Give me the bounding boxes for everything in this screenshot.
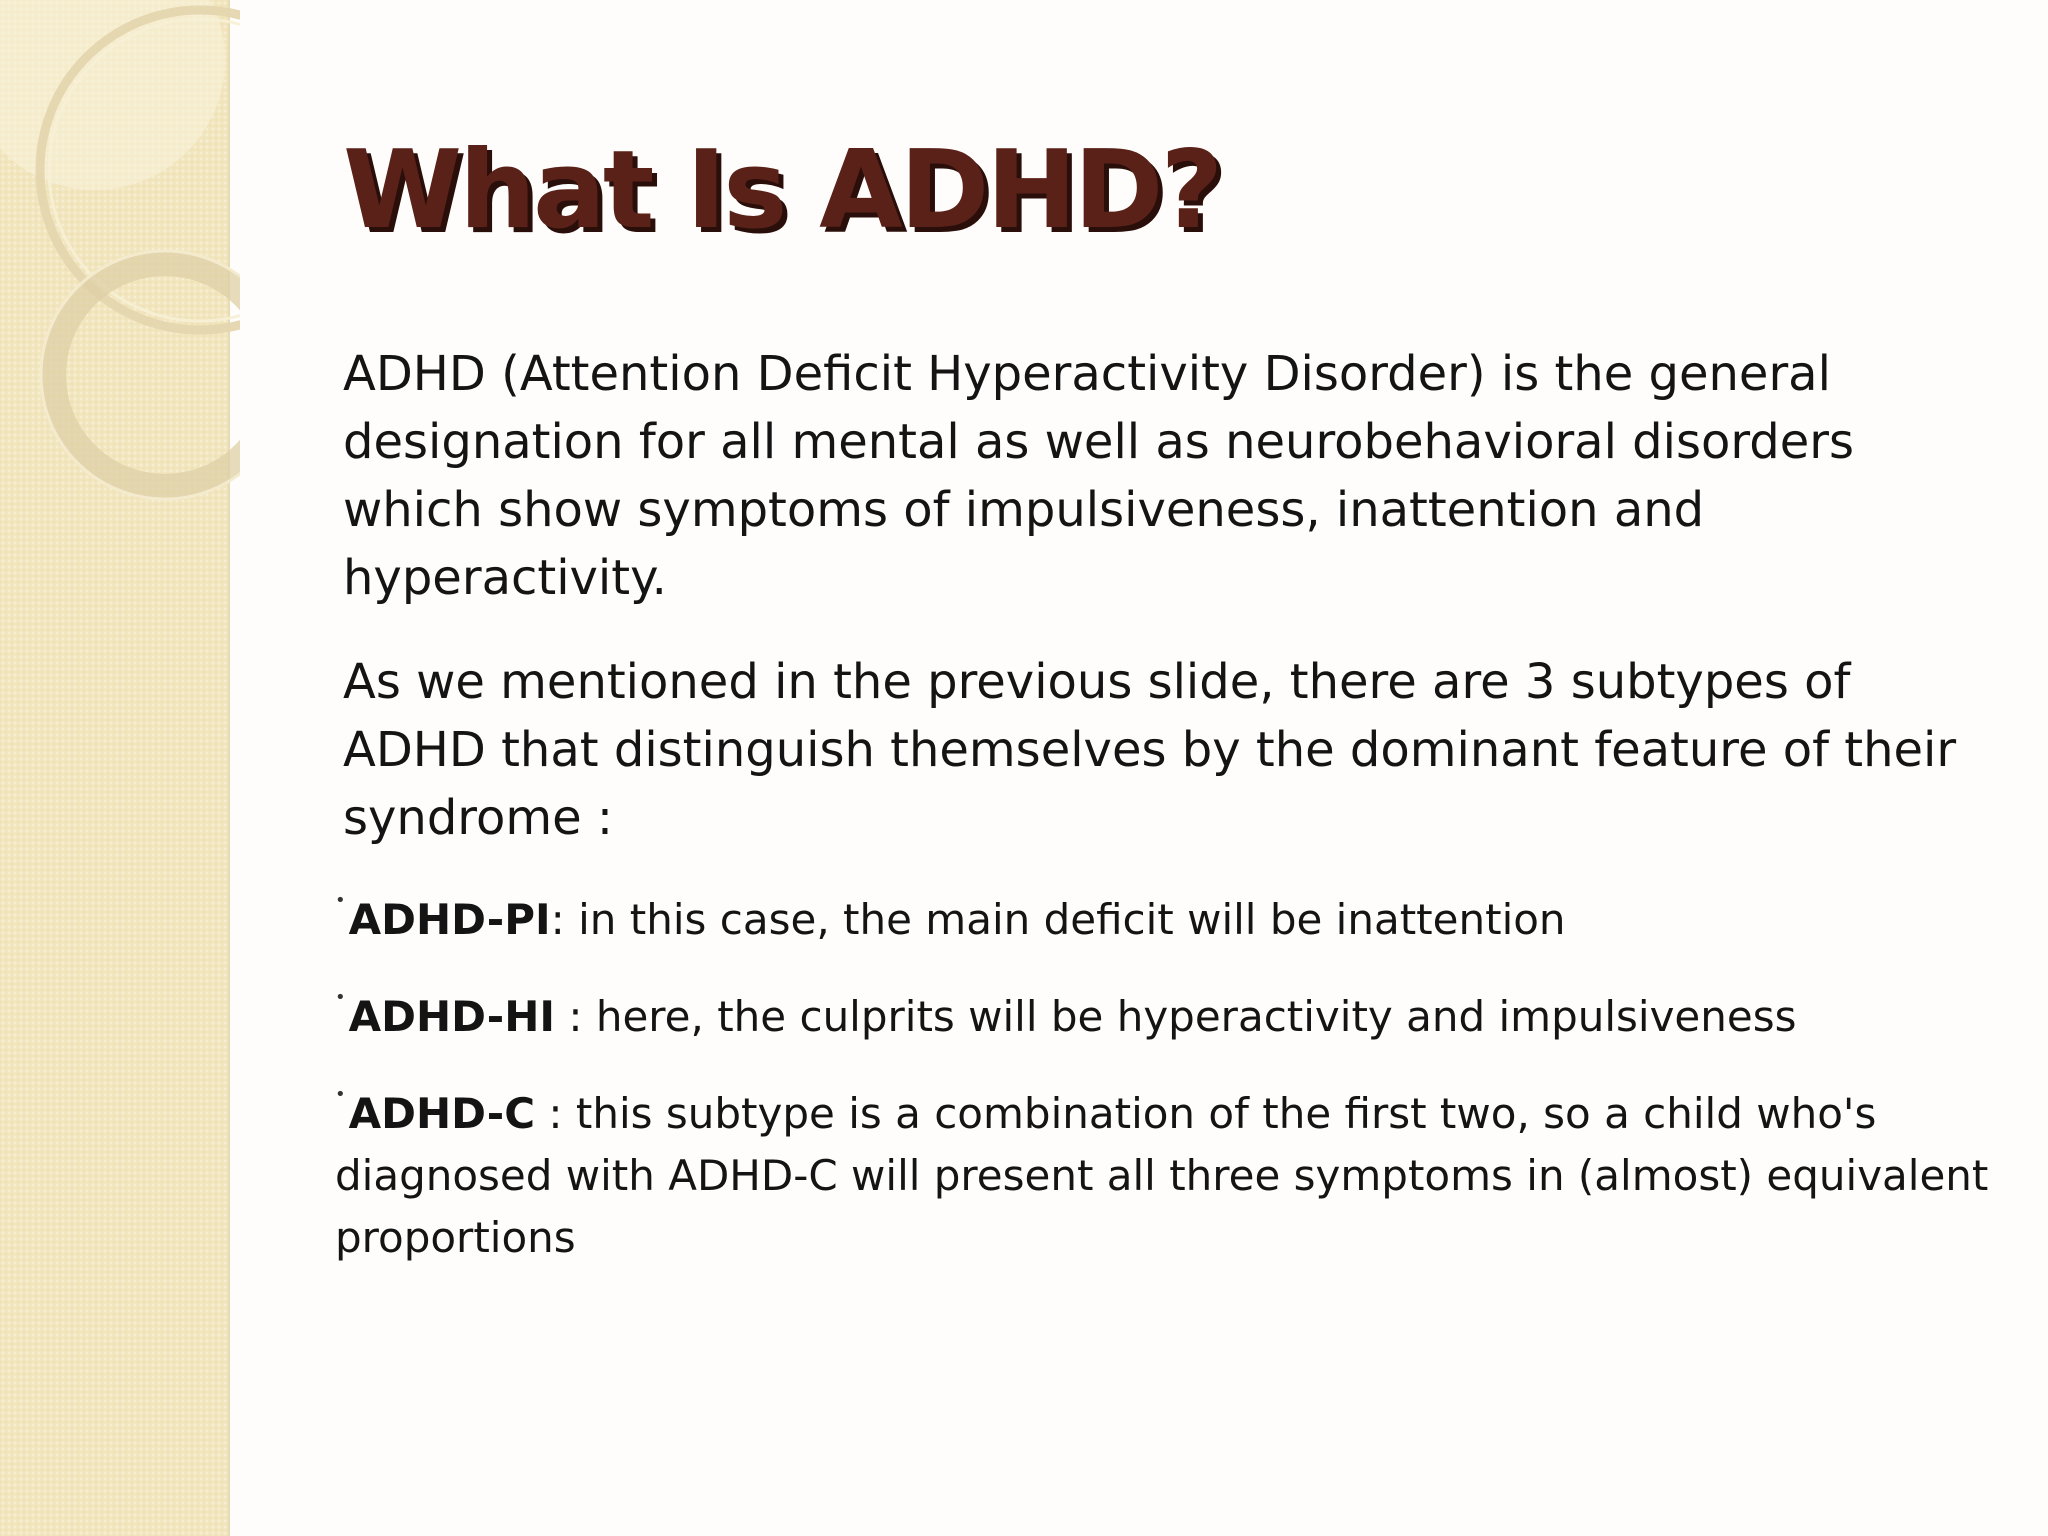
list-item	[335, 967, 1995, 1048]
definition-paragraph: ADHD (Attention Deficit Hyperactivity Disorder) is the general designation for all mental as well as neurobehavioral disorders which show symptoms of impulsiveness, inattention and hyperactivity.	[343, 346, 1854, 606]
bullet-icon: •	[335, 987, 346, 1008]
list-item	[335, 870, 1995, 951]
decorative-rings	[0, 0, 240, 520]
subtype-term: ADHD-HI	[348, 992, 555, 1041]
bullet-icon: •	[335, 890, 346, 911]
subtype-list	[335, 870, 1995, 1285]
bullet-icon: •	[335, 1084, 346, 1105]
subtype-term: ADHD-C	[348, 1089, 536, 1138]
slide-title: What Is ADHD?	[343, 128, 1221, 253]
subtype-description: : this subtype is a combination of the first two, so a child who's diagnosed with ADHD-C will present all three symptoms in (almost) equivalent proportions	[335, 1089, 1989, 1262]
subtypes-intro-paragraph: As we mentioned in the previous slide, there are 3 subtypes of ADHD that distinguish themselves by the dominant feature of their syndrome :	[343, 654, 1957, 846]
list-item	[335, 1064, 1995, 1269]
subtype-term: ADHD-PI	[348, 895, 551, 944]
subtype-description: : in this case, the main deficit will be inattention	[550, 895, 1566, 944]
subtype-description: : here, the culprits will be hyperactivity and impulsiveness	[555, 992, 1797, 1041]
